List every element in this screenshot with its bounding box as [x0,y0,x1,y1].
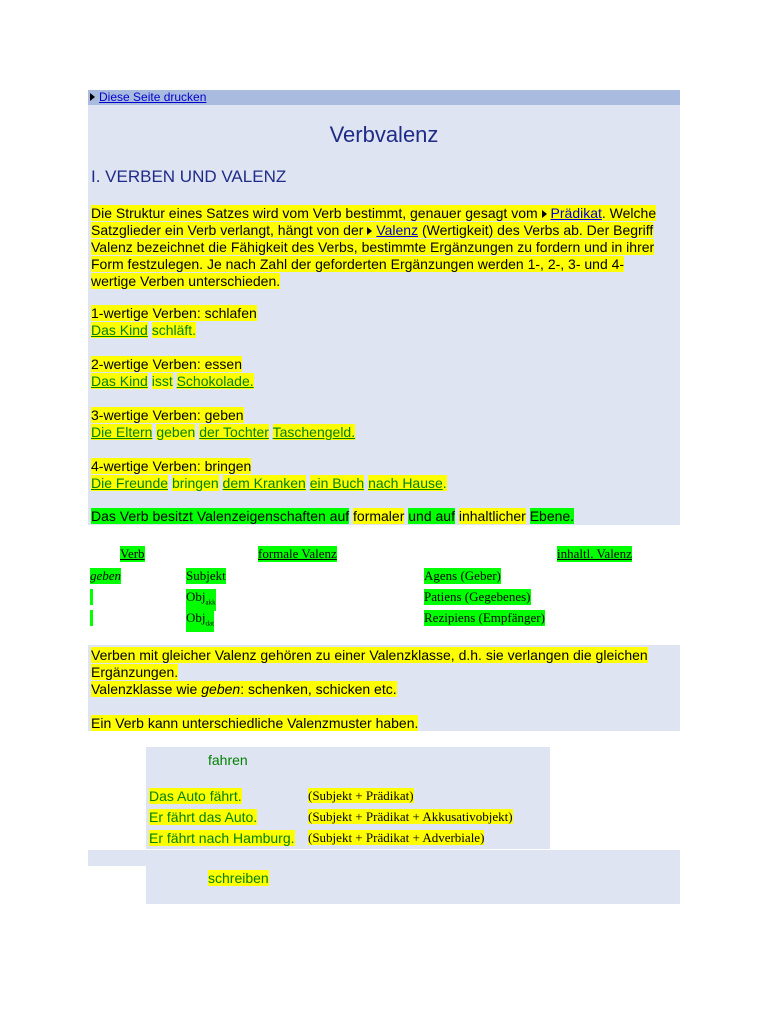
fahren-sentence-3: Er fährt nach Hamburg. [149,830,295,846]
link-valenz[interactable]: Valenz [376,222,419,238]
example-3: 3-wertige Verben: geben Die Eltern geben der Tochter Taschengeld. [91,407,356,440]
section-heading: I. VERBEN UND VALENZ [91,167,287,186]
content-cell-3: Rezipiens (Empfänger) [424,610,545,625]
header-content: inhaltl. Valenz [557,546,632,561]
fahren-sentence-1: Das Auto fährt. [149,788,242,804]
example-1: 1-wertige Verben: schlafen Das Kind schläft. [91,305,257,338]
link-praedikat[interactable]: Prädikat [550,205,602,221]
fahren-pattern-1: (Subjekt + Prädikat) [308,788,414,803]
header-formal: formale Valenz [258,546,337,561]
classes-paragraph: Verben mit gleicher Valenz gehören zu einer Valenzklasse, d.h. sie verlangen die gleichen Ergänzungen. Valenzklasse wie geben: schenken, schicken etc. Ein Verb kann unterschiedliche Valenzmuster haben. [91,647,648,731]
triangle-right-icon [367,227,372,235]
verb-cell-marker [90,610,93,626]
example-4: 4-wertige Verben: bringen Die Freunde bringen dem Kranken ein Buch nach Hause. [91,458,447,491]
content-cell-1: Agens (Geber) [424,568,501,583]
content-cell-2: Patiens (Gegebenes) [424,589,531,604]
fahren-pattern-2: (Subjekt + Prädikat + Akkusativobjekt) [308,809,513,824]
page-title: Verbvalenz [329,122,439,147]
valence-table [88,544,680,629]
properties-line: Das Verb besitzt Valenzeigenschaften auf formaler und auf inhaltlicher Ebene. [91,508,575,524]
formal-cell-3: Obj$_{dat}$ [186,610,214,632]
triangle-right-icon [90,93,95,101]
fahren-title: fahren [208,752,248,768]
intro-paragraph: Die Struktur eines Satzes wird vom Verb bestimmt, genauer gesagt vom Prädikat. Welche Satzglieder ein Verb verlangt, hängt von der Valenz (Wertigkeit) des Verbs ab. Der Begriff Valenz bezeichnet die Fähigkeit des Verbs, bestimmte Ergänzungen zu fordern und in ihrer Form festzulegen. Je nach Zahl der geforderten Ergänzungen werden 1-, 2-, 3- und 4- wertige Verben unterschieden. [91,205,657,289]
example-2: 2-wertige Verben: essen Das Kind isst Schokolade. [91,356,254,389]
schreiben-title: schreiben [208,870,269,886]
print-link[interactable]: Diese Seite drucken [90,90,206,105]
header-verb: Verb [120,546,145,561]
separator-bar [88,850,680,866]
verb-cell-marker [90,589,93,605]
verb-cell: geben [90,568,122,583]
fahren-sentence-2: Er fährt das Auto. [149,809,258,825]
triangle-right-icon [542,210,547,218]
formal-cell-2: Obj$_{akk}$ [186,589,216,611]
fahren-pattern-3: (Subjekt + Prädikat + Adverbiale) [308,830,485,845]
formal-cell-1: Subjekt [186,568,226,583]
